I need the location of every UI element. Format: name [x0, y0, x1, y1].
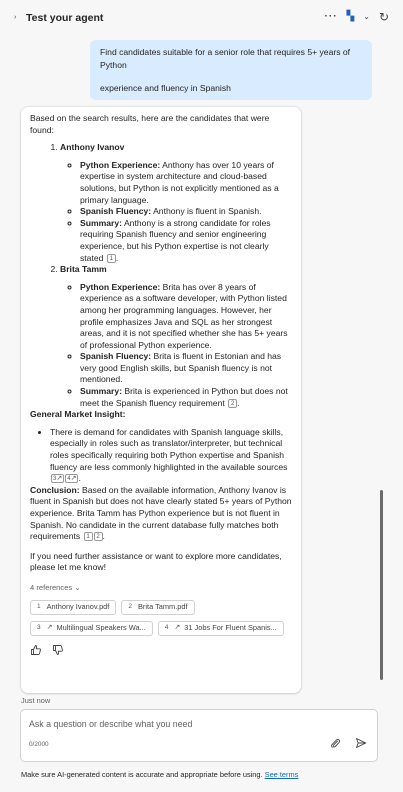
external-link-icon: ↗	[70, 475, 77, 483]
user-message-line: Find candidates suitable for a senior role that requires 5+ years of Python	[100, 47, 351, 70]
character-count: 0/2000	[29, 741, 49, 748]
thumbs-down-icon[interactable]	[52, 644, 64, 660]
citation-marker[interactable]: 2	[94, 532, 103, 541]
map-icon[interactable]: ▚	[346, 11, 355, 22]
detail-python	[80, 282, 292, 352]
message-timestamp: Just now	[21, 696, 51, 705]
chat-composer[interactable]	[20, 709, 378, 762]
more-options-icon[interactable]: ···	[324, 11, 338, 22]
detail-text: Anthony has over 10 years of expertise in system architecture and cloud-based solutions, but Python is not explicitly mentioned as a primary language.	[80, 159, 279, 205]
citation-marker[interactable]: 2	[228, 399, 237, 408]
detail-text: Anthony is a strong candidate for roles requiring Spanish fluency and senior engineering experience, but his Python expertise is not clearly stated	[80, 217, 271, 263]
candidate-name: Brita Tamm	[60, 264, 107, 275]
see-terms-link[interactable]: See terms	[264, 770, 299, 779]
scrollbar[interactable]	[380, 490, 383, 680]
citation-marker[interactable]: 3↗	[53, 475, 63, 483]
reference-chip[interactable]	[158, 621, 284, 636]
detail-label: Python Experience:	[80, 159, 161, 170]
citation-marker[interactable]: 1	[84, 532, 93, 541]
chevron-down-icon: ⌄	[74, 582, 81, 592]
detail-text: Brita is fluent in Estonian and has very good English skills, but Spanish fluency is not mentioned.	[80, 351, 282, 385]
section-heading: General Market Insight:	[30, 409, 126, 420]
references-row	[30, 600, 292, 615]
reference-number: 4	[164, 624, 169, 632]
thumbs-up-icon[interactable]	[30, 644, 42, 660]
closing-text: If you need further assistance or want to explore more candidates, please let me know!	[30, 550, 282, 573]
market-list	[30, 427, 292, 485]
candidate-item	[60, 264, 292, 409]
user-message	[90, 40, 372, 100]
candidate-details	[60, 282, 292, 410]
feedback-row	[30, 644, 292, 660]
detail-label: Spanish Fluency:	[80, 351, 152, 362]
conclusion-label: Conclusion:	[30, 484, 80, 495]
refresh-icon[interactable]: ↻	[378, 10, 389, 24]
panel-title: Test your agent	[26, 12, 104, 24]
references-label: 4 references	[30, 582, 73, 592]
candidate-details	[60, 160, 292, 264]
citation-marker[interactable]: 4↗	[67, 475, 77, 483]
references-row	[30, 621, 292, 636]
detail-text: Anthony is fluent in Spanish.	[153, 206, 262, 217]
paperclip-icon[interactable]	[330, 738, 341, 752]
reference-label: Anthony Ivanov.pdf	[46, 602, 110, 612]
external-link-icon: ↗	[56, 475, 63, 483]
candidate-name: Anthony Ivanov	[60, 142, 125, 153]
reference-label: Multilingual Speakers Wa...	[56, 623, 146, 633]
detail-summary: ◦ Summary: Anthony is a strong candidate for roles requiring Spanish fluency and senior engineering experience, but his Python expertise is not clearly stated 1 .	[80, 218, 292, 264]
reference-number: 1	[37, 603, 41, 611]
citation-marker[interactable]: 1	[107, 254, 116, 263]
bot-response	[21, 107, 301, 693]
references-toggle[interactable]	[30, 582, 292, 594]
reference-chip[interactable]	[121, 600, 194, 615]
external-link-icon: ↗	[46, 624, 53, 632]
header-actions	[325, 11, 389, 23]
conclusion-text: Based on the available information, Anthony Ivanov is fluent in Spanish but does not have clearly stated 5+ years of Python experience. Brita Tamm has Python experience but is not fluent in Spanish. No candidate in the current database fully matches both requirements	[30, 484, 292, 542]
reference-label: 31 Jobs For Fluent Spanis...	[184, 623, 277, 633]
detail-summary: ◦ Summary: Brita is experienced in Python but does not meet the Spanish fluency requirement 2 .	[80, 386, 292, 409]
external-link-icon: ↗	[174, 624, 181, 632]
candidate-list	[30, 142, 292, 409]
detail-text: Brita has over 8 years of experience as a software developer, with Python listed among her programming languages. However, her profile emphasizes Java and SQL as her strongest areas, and it is not specified whether she has 5+ years of professional Python experience.	[80, 281, 288, 350]
disclaimer	[21, 770, 298, 779]
response-intro: Based on the search results, here are the candidates that were found:	[30, 113, 270, 135]
reference-number: 3	[37, 624, 41, 632]
panel-header	[0, 0, 403, 36]
chevron-down-icon[interactable]: ⌄	[363, 12, 370, 21]
detail-label: Spanish Fluency:	[80, 206, 152, 217]
detail-spanish	[80, 206, 292, 218]
market-item: • There is demand for candidates with Spanish language skills, especially in roles such as translator/interpreter, but technical roles specifically requiring both Python expertise and Spanish fluency are less commonly highlighted in the available sources 3↗ 4↗ .	[50, 427, 292, 485]
disclaimer-text: Make sure AI-generated content is accurate and appropriate before using.	[21, 770, 263, 779]
detail-spanish	[80, 351, 292, 386]
reference-chip[interactable]	[30, 621, 153, 636]
market-text: There is demand for candidates with Spanish language skills, especially in roles such as translator/interpreter, but technical roles specifically requiring both Python expertise and Spanish fluency are less commonly highlighted in the available sources	[50, 426, 288, 472]
detail-text: Brita is experienced in Python but does not meet the Spanish fluency requirement	[80, 386, 288, 408]
user-message-line: experience and fluency in Spanish	[100, 83, 231, 93]
detail-python	[80, 160, 292, 206]
detail-label: Summary:	[80, 386, 123, 397]
reference-chip[interactable]	[30, 600, 116, 615]
reference-number: 2	[128, 603, 132, 611]
conclusion: Conclusion: Based on the available information, Anthony Ivanov is fluent in Spanish but does not have clearly stated 5+ years of Python experience. Brita Tamm has Python experience but is not fluent in Spanish. No candidate in the current database fully matches both requirements 1 2 .	[30, 484, 292, 542]
message-input[interactable]: Ask a question or describe what you need	[29, 719, 193, 729]
market-heading	[30, 409, 292, 421]
send-icon[interactable]	[355, 737, 367, 752]
reference-label: Brita Tamm.pdf	[137, 602, 188, 612]
collapse-chevron-icon[interactable]: ›	[14, 14, 17, 21]
detail-label: Python Experience:	[80, 281, 161, 292]
candidate-item	[60, 142, 292, 264]
detail-label: Summary:	[80, 217, 123, 228]
